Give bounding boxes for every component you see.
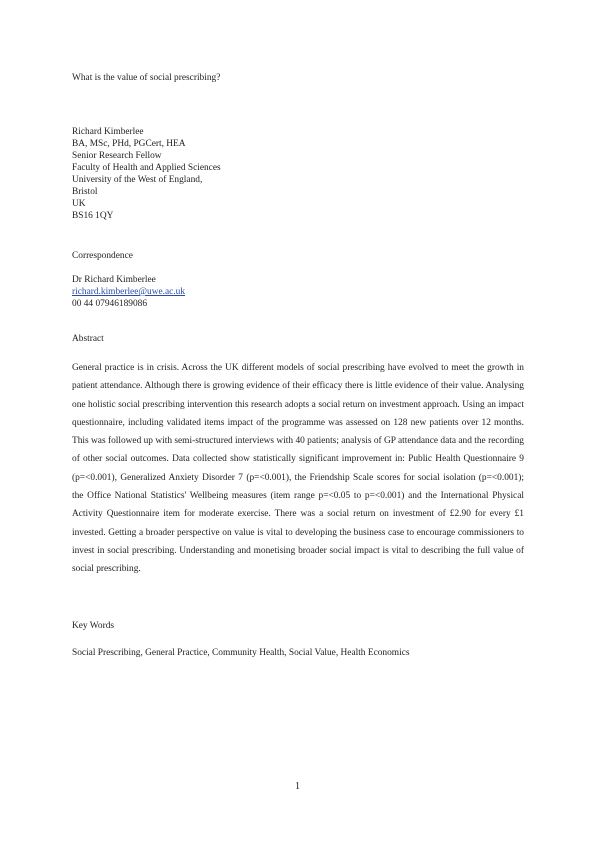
keywords-text: Social Prescribing, General Practice, Community Health, Social Value, Health Economics bbox=[72, 648, 410, 658]
abstract-text: General practice is in crisis. Across the UK different models of social prescribing have evolved to meet the growth in patient attendance. Although there is growing evidence of their efficacy there is little evidence of their value. Analysing one holistic social prescribing intervention this research adopts a social return on investment approach. Using an impact questionnaire, including validated items impact of the programme was assessed on 128 new patients over 12 months. This was followed up with semi-structured interviews with 40 patients; analysis of GP attendance data and the recording of other social outcomes. Data collected show statistically significant improvement in: Public Health Questionnaire 9 (p=<0.001), Generalized Anxiety Disorder 7 (p=<0.001), the Friendship Scale scores for social isolation (p=<0.001); the Office National Statistics' Wellbeing measures (item range p=<0.05 to p=<0.001) and the International Physical Activity Questionnaire item for moderate exercise. There was a social return on investment of £2.90 for every £1 invested. Getting a broader perspective on value is vital to developing the business case to encourage commissioners to invest in social prescribing. Understanding and monetising broader social impact is vital to describing the full value of social prescribing. bbox=[72, 363, 524, 575]
paper-title: What is the value of social prescribing? bbox=[72, 73, 221, 83]
author-postcode: BS16 1QY bbox=[72, 211, 114, 221]
correspondence-email-link[interactable]: richard.kimberlee@uwe.ac.uk bbox=[72, 287, 186, 297]
abstract-heading: Abstract bbox=[72, 334, 104, 344]
correspondence-name: Dr Richard Kimberlee bbox=[72, 275, 156, 285]
keywords-heading: Key Words bbox=[72, 621, 115, 631]
author-city: Bristol bbox=[72, 187, 98, 197]
author-block bbox=[72, 126, 524, 222]
author-faculty: Faculty of Health and Applied Sciences bbox=[72, 163, 221, 173]
author-university: University of the West of England, bbox=[72, 175, 203, 185]
author-qualifications: BA, MSc, PHd, PGCert, HEA bbox=[72, 139, 186, 149]
author-name: Richard Kimberlee bbox=[72, 127, 144, 137]
correspondence-heading: Correspondence bbox=[72, 251, 133, 261]
author-position: Senior Research Fellow bbox=[72, 151, 162, 161]
correspondence-phone: 00 44 07946189086 bbox=[72, 299, 147, 309]
correspondence-details bbox=[72, 274, 524, 310]
page-number: 1 bbox=[295, 781, 300, 792]
author-country: UK bbox=[72, 199, 86, 209]
